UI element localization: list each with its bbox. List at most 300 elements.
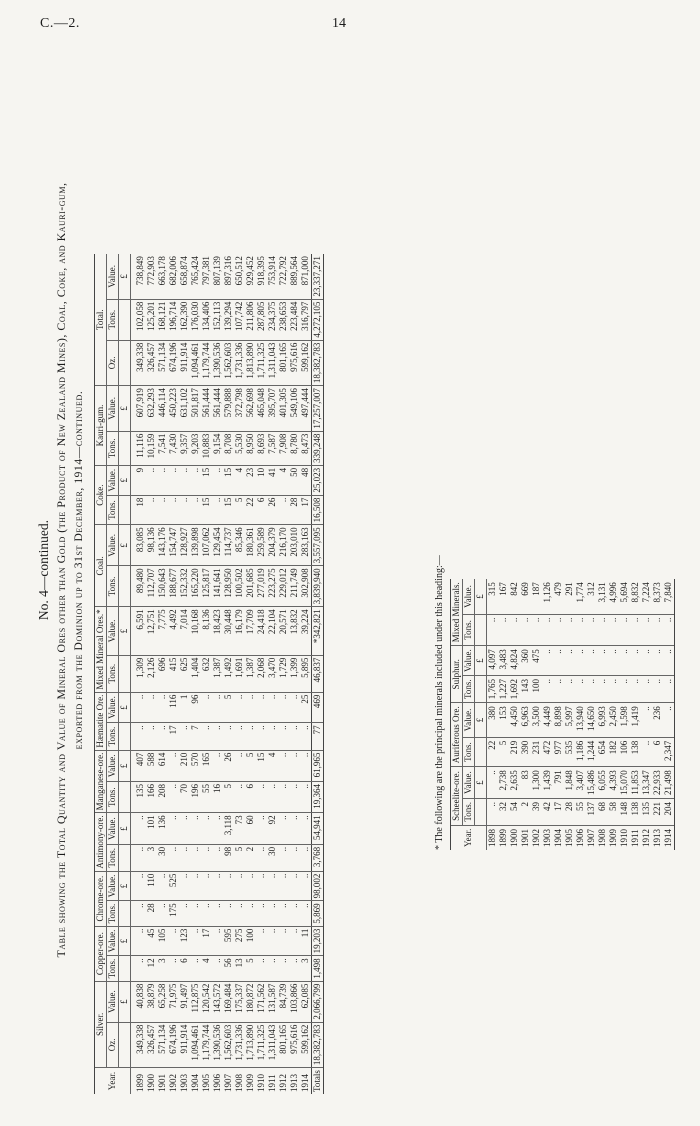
year-cell: 1901	[157, 1074, 167, 1092]
table-cell: ..	[212, 901, 223, 926]
table-cell: ..	[267, 692, 278, 723]
table-cell: 1,848	[564, 767, 575, 799]
year-column-header: Year.	[95, 1068, 131, 1094]
table-cell: ..	[300, 871, 312, 901]
table-cell: ..	[190, 871, 201, 901]
year-column-header: Year.	[451, 825, 487, 850]
table-cell: 91,497	[179, 981, 190, 1022]
table-cell: ..	[300, 813, 312, 845]
table-cell: 16	[212, 782, 223, 813]
table-cell: 658,874	[179, 254, 190, 299]
year-cell: 1906	[575, 829, 585, 847]
table-cell: 116	[168, 692, 179, 723]
totals-cell: *342,821	[312, 607, 324, 655]
table-cell: 1,094,461	[190, 340, 201, 386]
table-cell: ..	[212, 956, 223, 981]
table-cell: 570	[190, 750, 201, 781]
table-cell: 889,564	[289, 254, 300, 299]
sub-header: Oz.	[107, 340, 119, 386]
table-cell: 84,739	[278, 981, 289, 1022]
table-cell: ..	[157, 871, 168, 901]
table-cell: ..	[131, 956, 147, 981]
table-cell: 479	[553, 579, 564, 614]
table-cell: 141,641	[212, 566, 223, 607]
table-cell: 1,598	[619, 703, 630, 737]
totals-cell: 19,364	[312, 782, 324, 813]
table-cell: ..	[201, 901, 212, 926]
table-cell: ..	[212, 723, 223, 750]
table-cell: 7,014	[179, 607, 190, 655]
table-cell: 128,927	[179, 525, 190, 566]
table-cell: 105	[157, 926, 168, 956]
table-cell: ..	[201, 813, 212, 845]
table-cell: ..	[212, 750, 223, 781]
table-cell: 13,347	[641, 767, 652, 799]
table-cell: 22	[487, 737, 499, 767]
table-cell: ..	[168, 465, 179, 495]
table-cell: 380	[487, 703, 499, 737]
table-cell: ..	[289, 956, 300, 981]
year-cell: 1913	[289, 1074, 299, 1092]
table-cell: 6	[652, 737, 663, 767]
table-cell: 738,849	[131, 254, 147, 299]
table-row	[498, 579, 509, 850]
table-cell: 4,449	[542, 703, 553, 737]
table-cell: 120,542	[201, 981, 212, 1022]
table-cell: ..	[179, 723, 190, 750]
table-cell: ..	[212, 692, 223, 723]
unit-cell	[119, 566, 131, 607]
table-cell: ..	[300, 723, 312, 750]
table-cell: 8,832	[630, 579, 641, 614]
table-cell: 11,116	[131, 431, 147, 465]
unit-cell: £	[119, 871, 131, 901]
unit-cell	[119, 431, 131, 465]
table-cell: 131,587	[267, 981, 278, 1022]
table-cell: ..	[630, 646, 641, 676]
unit-cell: £	[119, 465, 131, 495]
table-row	[641, 579, 652, 850]
table-row	[487, 579, 499, 850]
table-cell: ..	[190, 956, 201, 981]
table-cell: 15,070	[619, 767, 630, 799]
table-cell: 169,484	[223, 981, 234, 1022]
table-cell: 106	[619, 737, 630, 767]
year-cell: 1900	[509, 829, 519, 847]
footnote: * The following are the principal minerals included under this heading:—	[434, 555, 445, 850]
table-cell: 9	[131, 465, 147, 495]
group-header: Copper-ore.	[95, 926, 107, 981]
table-cell: 7,541	[157, 431, 168, 465]
table-cell: 55	[201, 782, 212, 813]
table-cell: 1,390,536	[212, 340, 223, 386]
table-cell: ..	[619, 676, 630, 703]
unit-cell: £	[119, 386, 131, 432]
table-cell: 22,104	[267, 607, 278, 655]
table-cell: 674,196	[168, 340, 179, 386]
table-cell: 139,898	[190, 525, 201, 566]
unit-cell: £	[119, 254, 131, 299]
year-cell: 1903	[179, 1074, 189, 1092]
table-cell: 9,154	[212, 431, 223, 465]
table-cell: ..	[597, 614, 608, 646]
sub-header: Value.	[107, 750, 119, 781]
year-cell: 1900	[146, 1074, 156, 1092]
table-cell: 650,512	[234, 254, 245, 299]
table-cell: 32	[498, 799, 509, 826]
table-cell: 7,224	[641, 579, 652, 614]
table-cell: ..	[289, 813, 300, 845]
table-cell: 1,711,325	[256, 340, 267, 386]
sub-header: Value.	[107, 692, 119, 723]
table-cell: 60	[245, 813, 256, 845]
table-cell: ..	[487, 614, 499, 646]
table-cell: 1,399	[289, 655, 300, 692]
table-cell: 15	[256, 750, 267, 781]
table-cell: 13,940	[575, 703, 586, 737]
table-cell: 162,390	[179, 299, 190, 340]
table-cell: 234,375	[267, 299, 278, 340]
table-cell: 2,450	[608, 703, 619, 737]
sub-header: Tons.	[463, 614, 475, 646]
table-cell: 136	[157, 813, 168, 845]
year-cell: 1898	[487, 829, 497, 847]
table-cell: 475	[531, 646, 542, 676]
table-cell: 125,201	[146, 299, 157, 340]
table-cell: 588	[146, 750, 157, 781]
table-cell: ..	[630, 614, 641, 646]
totals-cell: 469	[312, 692, 324, 723]
table-cell: 3,407	[575, 767, 586, 799]
sub-header: Value.	[107, 926, 119, 956]
totals-cell: 46,837	[312, 655, 324, 692]
table-cell: 188,677	[168, 566, 179, 607]
sub-header: Tons.	[107, 782, 119, 813]
table-cell: ..	[267, 871, 278, 901]
table-cell: ..	[652, 614, 663, 646]
table-cell: 15	[223, 465, 234, 495]
table-row	[179, 254, 190, 1094]
table-cell: ..	[278, 723, 289, 750]
table-cell: ..	[289, 926, 300, 956]
table-cell: 911,914	[179, 340, 190, 386]
table-cell: 154,747	[168, 525, 179, 566]
table-cell: ..	[234, 782, 245, 813]
table-cell: 204	[663, 799, 675, 826]
table-cell: 175,337	[234, 981, 245, 1022]
table-cell: 112,707	[146, 566, 157, 607]
table-cell: ..	[300, 750, 312, 781]
table-cell: 497,444	[300, 386, 312, 432]
unit-cell: £	[119, 750, 131, 781]
group-header: Coal.	[95, 525, 107, 607]
table-cell: ..	[267, 956, 278, 981]
totals-cell: 23,337,271	[312, 254, 324, 299]
sub-header: Tons.	[107, 431, 119, 465]
table-cell: 1,227	[498, 676, 509, 703]
table-cell: ..	[542, 614, 553, 646]
totals-cell: 339,248	[312, 431, 324, 465]
table-cell: ..	[179, 901, 190, 926]
table-cell: ..	[597, 676, 608, 703]
table-cell: 450,223	[168, 386, 179, 432]
table-cell: 107,062	[201, 525, 212, 566]
unit-cell: £	[475, 767, 487, 799]
table-cell: ..	[278, 750, 289, 781]
table-cell: 17	[168, 723, 179, 750]
table-cell: ..	[278, 871, 289, 901]
table-cell: ..	[212, 844, 223, 871]
sub-header: Tons.	[107, 844, 119, 871]
table-cell: 138	[630, 799, 641, 826]
year-cell: 1899	[135, 1074, 145, 1092]
table-cell: 1,126	[542, 579, 553, 614]
table-cell: 1,387	[245, 655, 256, 692]
sub-header: Tons.	[107, 566, 119, 607]
table-cell: ..	[179, 844, 190, 871]
table-cell: ..	[157, 495, 168, 525]
table-cell: 12	[146, 956, 157, 981]
table-cell: 143,572	[212, 981, 223, 1022]
table-cell: 223,484	[289, 299, 300, 340]
year-cell: 1907	[223, 1074, 233, 1092]
table-cell: 11	[300, 926, 312, 956]
table-cell: 42	[542, 799, 553, 826]
table-cell: 123	[179, 926, 190, 956]
table-cell: 2	[245, 844, 256, 871]
table-cell: ..	[289, 750, 300, 781]
year-cell: 1909	[245, 1074, 255, 1092]
table-cell: 1,179,744	[201, 1022, 212, 1068]
table-cell: 12,751	[146, 607, 157, 655]
table-cell: ..	[212, 465, 223, 495]
table-cell: 22	[245, 495, 256, 525]
table-row	[564, 579, 575, 850]
table-cell: 372,798	[234, 386, 245, 432]
table-cell: 98	[223, 844, 234, 871]
page-number: 14	[332, 16, 346, 31]
table-cell: 7,775	[157, 607, 168, 655]
table-cell: 801,165	[278, 340, 289, 386]
table-cell: 275	[234, 926, 245, 956]
table-cell: ..	[234, 901, 245, 926]
table-cell: 801,165	[278, 1022, 289, 1068]
table-cell: 797,381	[201, 254, 212, 299]
table-cell: 561,444	[212, 386, 223, 432]
table-row	[520, 579, 531, 850]
table-cell: 9,203	[190, 431, 201, 465]
table-cell: 45	[146, 926, 157, 956]
table-cell: ..	[586, 614, 597, 646]
table-cell: ..	[223, 723, 234, 750]
rotated-page-content	[30, 40, 673, 1100]
table-cell: 101	[146, 813, 157, 845]
table-cell: ..	[157, 723, 168, 750]
table-cell: ..	[131, 813, 147, 845]
table-cell: 89,480	[131, 566, 147, 607]
unit-cell	[119, 299, 131, 340]
table-cell: 221	[652, 799, 663, 826]
table-cell: ..	[190, 901, 201, 926]
table-cell: 70	[179, 782, 190, 813]
table-cell: 2	[520, 799, 531, 826]
table-cell: 918,395	[256, 254, 267, 299]
table-cell: ..	[190, 465, 201, 495]
table-cell: ..	[575, 676, 586, 703]
table-cell: ..	[245, 723, 256, 750]
main-export-table	[94, 254, 324, 1094]
table-cell: 18,423	[212, 607, 223, 655]
sub-header: Value.	[463, 703, 475, 737]
table-cell: 3,500	[531, 703, 542, 737]
table-cell: ..	[267, 901, 278, 926]
table-row	[234, 254, 245, 1094]
table-cell: 26	[267, 495, 278, 525]
table-cell: 1,390,536	[212, 1022, 223, 1068]
table-cell: 129,454	[212, 525, 223, 566]
group-header: Antimony-ore.	[95, 813, 107, 871]
table-cell: 326,457	[146, 1022, 157, 1068]
table-cell: 1,562,603	[223, 340, 234, 386]
totals-cell: 54,941	[312, 813, 324, 845]
table-cell: ..	[267, 723, 278, 750]
table-cell: 8,780	[289, 431, 300, 465]
table-cell: 6	[256, 495, 267, 525]
unit-cell	[119, 723, 131, 750]
table-cell: ..	[300, 901, 312, 926]
document-code: C.—2.	[40, 16, 80, 31]
table-cell: 663,178	[157, 254, 168, 299]
table-cell: 3	[300, 956, 312, 981]
totals-label: Totals	[312, 1068, 324, 1094]
table-cell: ..	[131, 926, 147, 956]
table-cell: ..	[256, 692, 267, 723]
table-cell: 165	[201, 750, 212, 781]
table-cell: 112,875	[190, 981, 201, 1022]
table-cell: 696	[157, 655, 168, 692]
table-cell: ..	[564, 646, 575, 676]
table-cell: 549,106	[289, 386, 300, 432]
table-cell: 96	[190, 692, 201, 723]
table-cell: 17	[300, 495, 312, 525]
group-header: Total.	[95, 254, 107, 386]
table-cell: 8,136	[201, 607, 212, 655]
table-cell: ..	[256, 926, 267, 956]
table-cell: 4,492	[168, 607, 179, 655]
table-cell: 16,179	[234, 607, 245, 655]
unit-cell: £	[119, 926, 131, 956]
table-cell: 871,000	[300, 254, 312, 299]
table-cell: 48	[300, 465, 312, 495]
unit-cell: £	[119, 981, 131, 1022]
table-cell: 753,914	[267, 254, 278, 299]
table-cell: 54	[509, 799, 520, 826]
table-cell: ..	[289, 782, 300, 813]
table-cell: ..	[190, 844, 201, 871]
totals-cell: 18,382,783	[312, 340, 324, 386]
table-cell: ..	[131, 871, 147, 901]
table-cell: ..	[212, 926, 223, 956]
table-cell: ..	[168, 495, 179, 525]
table-cell: ..	[278, 956, 289, 981]
table-cell: 238,653	[278, 299, 289, 340]
table-cell: 196,714	[168, 299, 179, 340]
table-cell: 135	[131, 782, 147, 813]
table-cell: 8,898	[553, 703, 564, 737]
table-cell: 5	[234, 495, 245, 525]
table-cell: 55	[575, 799, 586, 826]
table-cell: 287,805	[256, 299, 267, 340]
table-cell: 395,707	[267, 386, 278, 432]
table-cell: ..	[652, 646, 663, 676]
group-header: Auriferous Ore.	[451, 703, 463, 767]
table-cell: 722,792	[278, 254, 289, 299]
table-cell: ..	[641, 614, 652, 646]
table-row	[597, 579, 608, 850]
table-cell: 24,418	[256, 607, 267, 655]
table-cell: 168,121	[157, 299, 168, 340]
table-cell: ..	[212, 495, 223, 525]
table-cell: 535	[564, 737, 575, 767]
table-cell: 4	[234, 465, 245, 495]
table-cell: ..	[289, 871, 300, 901]
table-cell: 219	[509, 737, 520, 767]
table-row	[245, 254, 256, 1094]
sub-header: Tons.	[107, 495, 119, 525]
table-cell: ..	[256, 782, 267, 813]
table-row	[223, 254, 234, 1094]
table-cell: 10,168	[190, 607, 201, 655]
table-cell: 415	[168, 655, 179, 692]
unit-cell: £	[119, 525, 131, 566]
unit-cell	[119, 1022, 131, 1068]
table-row	[586, 579, 597, 850]
table-cell: 7,908	[278, 431, 289, 465]
table-cell: 1,731,336	[234, 1022, 245, 1068]
table-cell: 20,571	[278, 607, 289, 655]
table-cell: ..	[146, 723, 157, 750]
table-row	[131, 254, 147, 1094]
table-cell: ..	[146, 465, 157, 495]
table-cell: 17	[553, 799, 564, 826]
table-cell: 22,933	[652, 767, 663, 799]
table-cell: ..	[289, 844, 300, 871]
sub-header: Tons.	[463, 737, 475, 767]
table-cell: 1,813,890	[245, 340, 256, 386]
table-cell: 2,347	[663, 737, 675, 767]
table-cell: 166	[146, 782, 157, 813]
sub-header: Value.	[107, 813, 119, 845]
table-cell: ..	[212, 871, 223, 901]
table-cell: 7,430	[168, 431, 179, 465]
table-cell: ..	[157, 692, 168, 723]
table-cell: 187	[531, 579, 542, 614]
table-cell: 167	[498, 579, 509, 614]
table-cell: 231	[531, 737, 542, 767]
table-cell: 50	[289, 465, 300, 495]
table-cell: 360	[520, 646, 531, 676]
table-cell: 401,305	[278, 386, 289, 432]
table-cell: 390	[520, 737, 531, 767]
unit-cell	[119, 901, 131, 926]
table-cell: 525	[168, 871, 179, 901]
table-cell: 312	[586, 579, 597, 614]
table-cell: ..	[201, 871, 212, 901]
sub-header: Value.	[107, 386, 119, 432]
table-cell: ..	[168, 813, 179, 845]
sub-header: Tons.	[107, 299, 119, 340]
unit-cell	[119, 655, 131, 692]
